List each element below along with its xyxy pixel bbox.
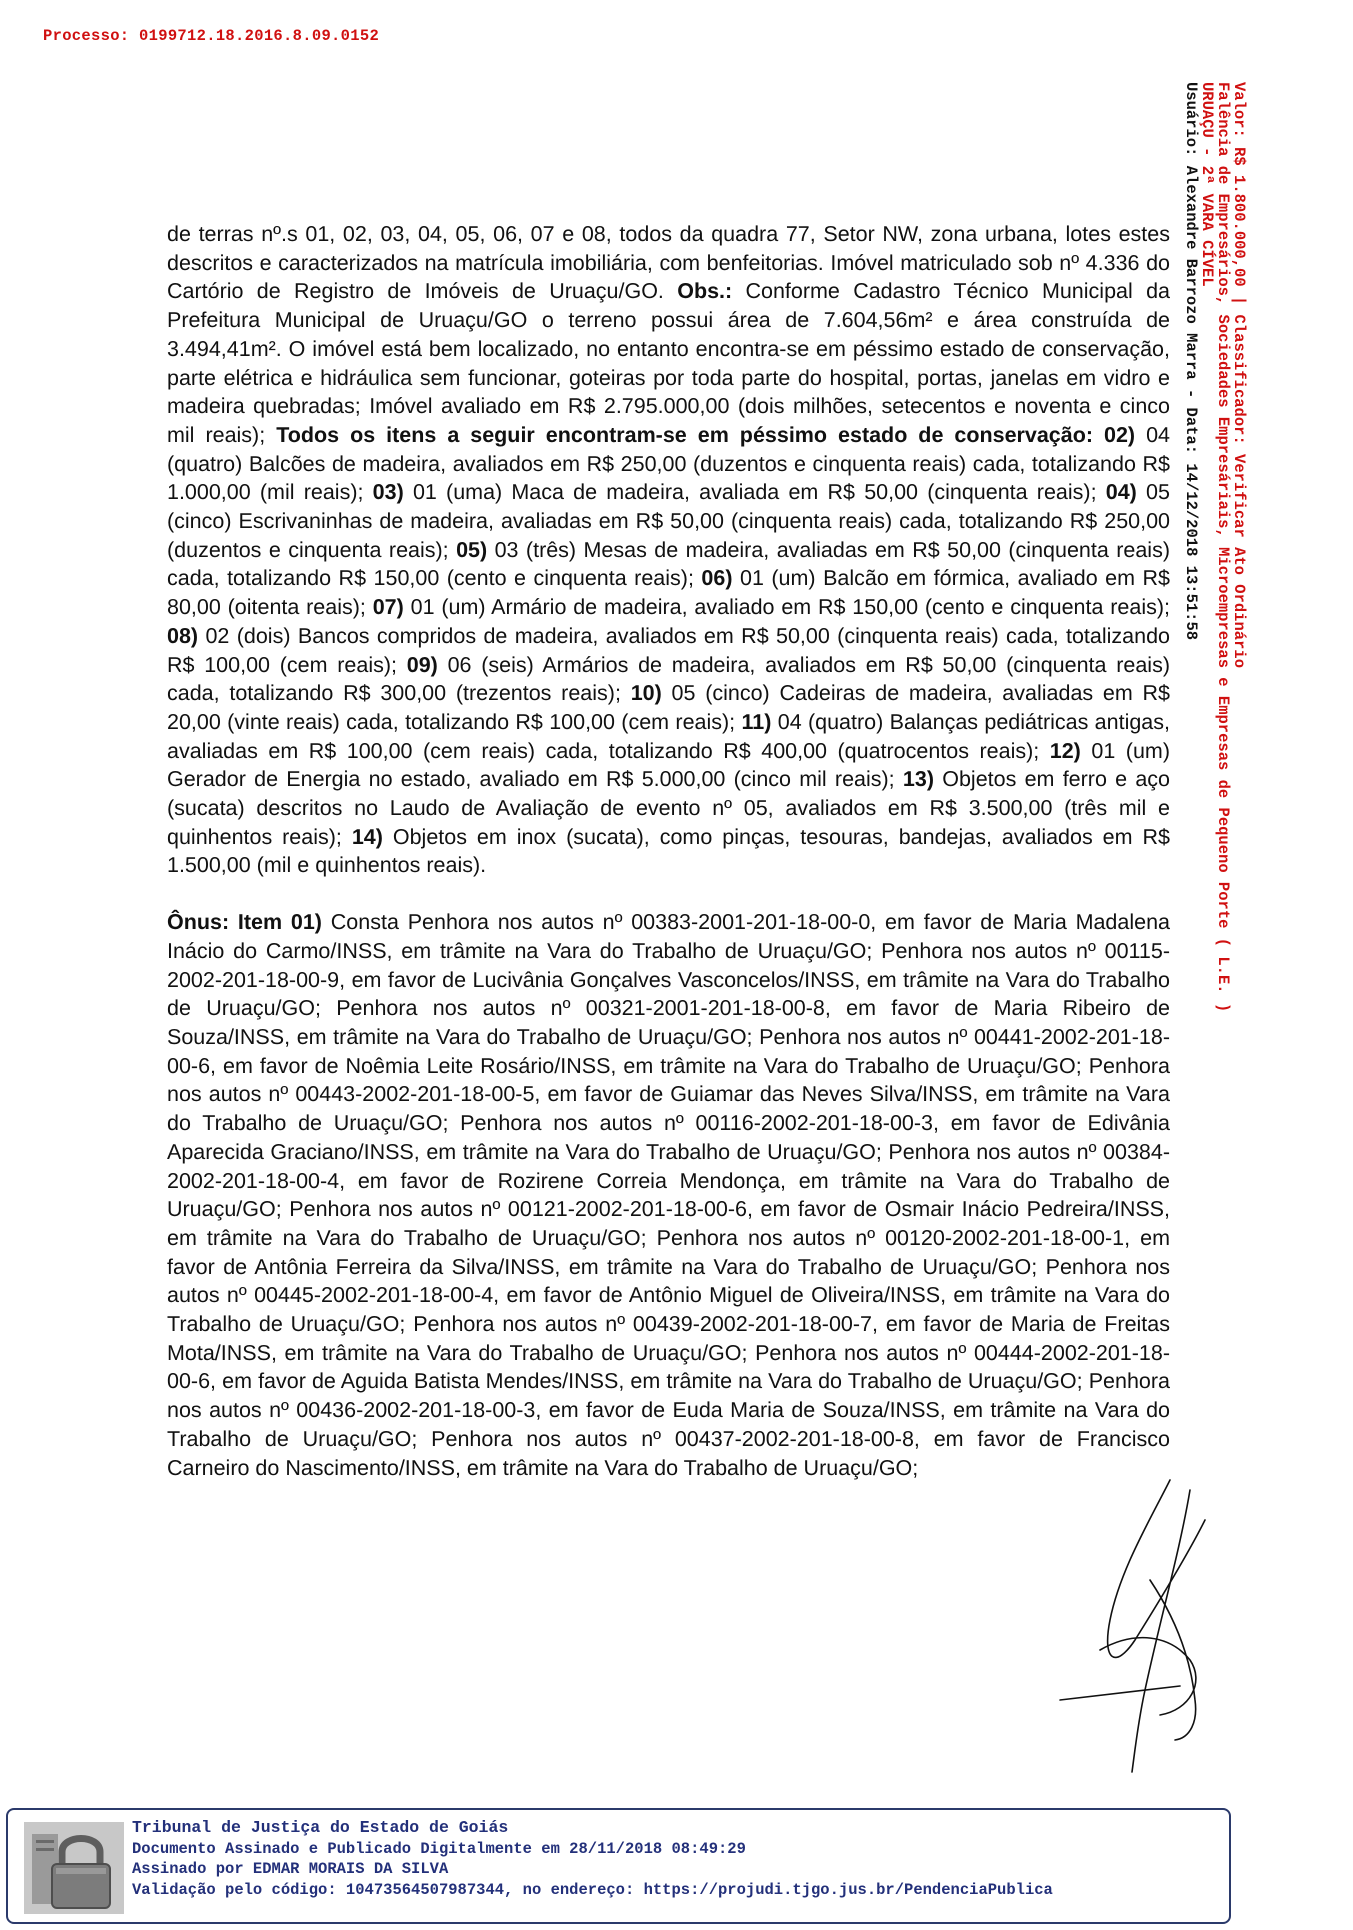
item-number: 09) bbox=[406, 652, 438, 677]
text-run: 04 (quatro) Balanças pediátricas antigas, avaliadas em R$ 100,00 (cem reais) cada, totalizando R$ 400,00 (quatrocentos reais); bbox=[167, 709, 1170, 763]
assets-paragraph bbox=[167, 220, 1170, 880]
side-stamp-court-line: URUAÇU - 2ª VARA CÍVEL bbox=[1198, 82, 1216, 287]
item-number: 04) bbox=[1105, 480, 1137, 505]
handwritten-signature bbox=[1040, 1460, 1220, 1780]
text-run: 05 (cinco) Escrivaninhas de madeira, avaliadas em R$ 50,00 (cinquenta reais) cada, totalizando R$ 250,00 (duzentos e cinquenta reais); bbox=[167, 480, 1170, 562]
item-number: 14) bbox=[351, 824, 383, 849]
encumbrances-paragraph bbox=[167, 908, 1170, 1482]
validation-line: Validação pelo código: 10473564507987344, no endereço: https://projudi.tjgo.jus.br/PendenciaPublica bbox=[132, 1880, 1053, 1899]
text-run: 01 (um) Gerador de Energia no estado, avaliado em R$ 5.000,00 (cinco mil reais); bbox=[167, 738, 1170, 792]
digital-signature-footer bbox=[6, 1808, 1231, 1924]
side-stamp-classification-line: Falência de Empresários, Sociedades Empresáriais, Microempresas e Empresas de Pequeno Porte ( L.E. ) bbox=[1214, 82, 1232, 1013]
text-run: 01 (um) Armário de madeira, avaliado em R$ 150,00 (cento e cinquenta reais); bbox=[410, 595, 1170, 620]
text-run: Objetos em inox (sucata), como pinças, tesouras, bandejas, avaliados em R$ 1.500,00 (mil e quinhentos reais). bbox=[167, 824, 1170, 878]
lock-icon bbox=[22, 1818, 126, 1918]
text-run: 03 (três) Mesas de madeira, avaliadas em R$ 50,00 (cinquenta reais) cada, totalizando R$ 150,00 (cento e cinquenta reais); bbox=[167, 537, 1170, 591]
side-stamp bbox=[1183, 82, 1247, 1012]
item-number: 10) bbox=[630, 681, 662, 706]
bold-run: Ônus: Item 01) bbox=[167, 910, 322, 935]
text-run: 06 (seis) Armários de madeira, avaliados em R$ 50,00 (cinquenta reais) cada, totalizando R$ 300,00 (trezentos reais); bbox=[167, 652, 1170, 706]
signer-line: Assinado por EDMAR MORAIS DA SILVA bbox=[132, 1860, 449, 1879]
text-run: 05 (cinco) Cadeiras de madeira, avaliadas em R$ 20,00 (vinte reais) cada, totalizando R$ 100,00 (cem reais); bbox=[167, 681, 1171, 734]
item-number: 07) bbox=[372, 595, 404, 620]
text-run: Conforme Cadastro Técnico Municipal da Prefeitura Municipal de Uruaçu/GO o terreno possui área de 7.604,56m² e área construída de 3.494,41m². O imóvel está bem localizado, no entanto encontra-se em péssimo estado de conservação, parte elétrica e hidráulica sem funcionar, goteiras por toda parte do hospital, portas, janelas em vidro e madeira quebradas; Imóvel avaliado em R$ 2.795.000,00 (dois milhões, setecentos e noventa e cinco mil reais); bbox=[167, 279, 1170, 447]
document-body bbox=[167, 220, 1170, 1482]
bold-run: Obs.: bbox=[677, 279, 733, 304]
text-run: 02 (dois) Bancos compridos de madeira, avaliados em R$ 50,00 (cinquenta reais) cada, totalizando R$ 100,00 (cem reais); bbox=[167, 623, 1170, 677]
item-number: 12) bbox=[1049, 738, 1081, 763]
side-stamp-user-line: Usuário: Alexandre Barrozo Marra - Data: 14/12/2018 13:51:58 bbox=[1182, 82, 1200, 641]
process-number-header: Processo: 0199712.18.2016.8.09.0152 bbox=[43, 27, 380, 45]
court-name: Tribunal de Justiça do Estado de Goiás bbox=[132, 1818, 509, 1837]
text-run: 01 (um) Balcão em fórmica, avaliado em R$ 80,00 (oitenta reais); bbox=[167, 566, 1170, 620]
signed-date-line: Documento Assinado e Publicado Digitalmente em 28/11/2018 08:49:29 bbox=[132, 1839, 746, 1858]
bold-run: Todos os itens a seguir encontram-se em péssimo estado de conservação: 02) bbox=[276, 422, 1136, 447]
item-number: 08) bbox=[167, 623, 199, 648]
side-stamp-value-line: Valor: R$ 1.800.000,00 | Classificador: Verificar Ato Ordinário bbox=[1230, 82, 1248, 668]
footer-text bbox=[132, 1818, 1053, 1900]
text-run: de terras nº.s 01, 02, 03, 04, 05, 06, 07 e 08, todos da quadra 77, Setor NW, zona urbana, lotes estes descritos e caracterizados na matrícula imobiliária, com benfeitorias. Imóvel matriculado sob nº 4.336 do Cartório de Registro de Imóveis de Uruaçu/GO. bbox=[167, 222, 1170, 304]
item-number: 06) bbox=[701, 566, 733, 591]
text-run: Consta Penhora nos autos nº 00383-2001-201-18-00-0, em favor de Maria Madalena Inácio do Carmo/INSS, em trâmite na Vara do Trabalho de Uruaçu/GO; Penhora nos autos nº 00115-2002-201-18-00-9, em favor de Lucivânia Gonçalves Vasconcelos/INSS, em trâmite na Vara do Trabalho de Uruaçu/GO; Penhora nos autos nº 00321-2001-201-18-00-8, em favor de Maria Ribeiro de Souza/INSS, em trâmite na Vara do Trabalho de Uruaçu/GO; Penhora nos autos nº 00441-2002-201-18-00-6, em favor de Noêmia Leite Rosário/INSS, em trâmite na Vara do Trabalho de Uruaçu/GO; Penhora nos autos nº 00443-2002-201-18-00-5, em favor de Guiamar das Neves Silva/INSS, em trâmite na Vara do Trabalho de Uruaçu/GO; Penhora nos autos nº 00116-2002-201-18-00-3, em favor de Edivânia Aparecida Graciano/INSS, em trâmite na Vara do Trabalho de Uruaçu/GO; Penhora nos autos nº 00384-2002-201-18-00-4, em favor de Rozirene Correia Mendonça, em trâmite na Vara do Trabalho de Uruaçu/GO; Penhora nos autos nº 00121-2002-201-18-00-6, em favor de Osmair Inácio Pedreira/INSS, em trâmite na Vara do Trabalho de Uruaçu/GO; Penhora nos autos nº 00120-2002-201-18-00-1, em favor de Antônia Ferreira da Silva/INSS, em trâmite na Vara do Trabalho de Uruaçu/GO; Penhora nos autos nº 00445-2002-201-18-00-4, em favor de Antônio Miguel de Oliveira/INSS, em trâmite na Vara do Trabalho de Uruaçu/GO; Penhora nos autos nº 00439-2002-201-18-00-7, em favor de Maria de Freitas Mota/INSS, em trâmite na Vara do Trabalho de Uruaçu/GO; Penhora nos autos nº 00444-2002-201-18-00-6, em favor de Aguida Batista Mendes/INSS, em trâmite na Vara do Trabalho de Uruaçu/GO; Penhora nos autos nº 00436-2002-201-18-00-3, em favor de Euda Maria de Souza/INSS, em trâmite na Vara do Trabalho de Uruaçu/GO; Penhora nos autos nº 00437-2002-201-18-00-8, em favor de Francisco Carneiro do Nascimento/INSS, em trâmite na Vara do Trabalho de Uruaçu/GO; bbox=[167, 910, 1170, 1480]
item-number: 13) bbox=[902, 767, 934, 792]
text-run: Objetos em ferro e aço (sucata) descritos no Laudo de Avaliação de evento nº 05, avaliados em R$ 3.500,00 (três mil e quinhentos reais); bbox=[167, 767, 1171, 849]
text-run: 04 (quatro) Balcões de madeira, avaliados em R$ 250,00 (duzentos e cinquenta reais) cada, totalizando R$ 1.000,00 (mil reais); bbox=[167, 422, 1170, 505]
item-number: 05) bbox=[456, 537, 488, 562]
item-number: 11) bbox=[741, 709, 772, 734]
item-number: 03) bbox=[372, 480, 404, 505]
text-run: 01 (uma) Maca de madeira, avaliada em R$ 50,00 (cinquenta reais); bbox=[412, 480, 1097, 505]
